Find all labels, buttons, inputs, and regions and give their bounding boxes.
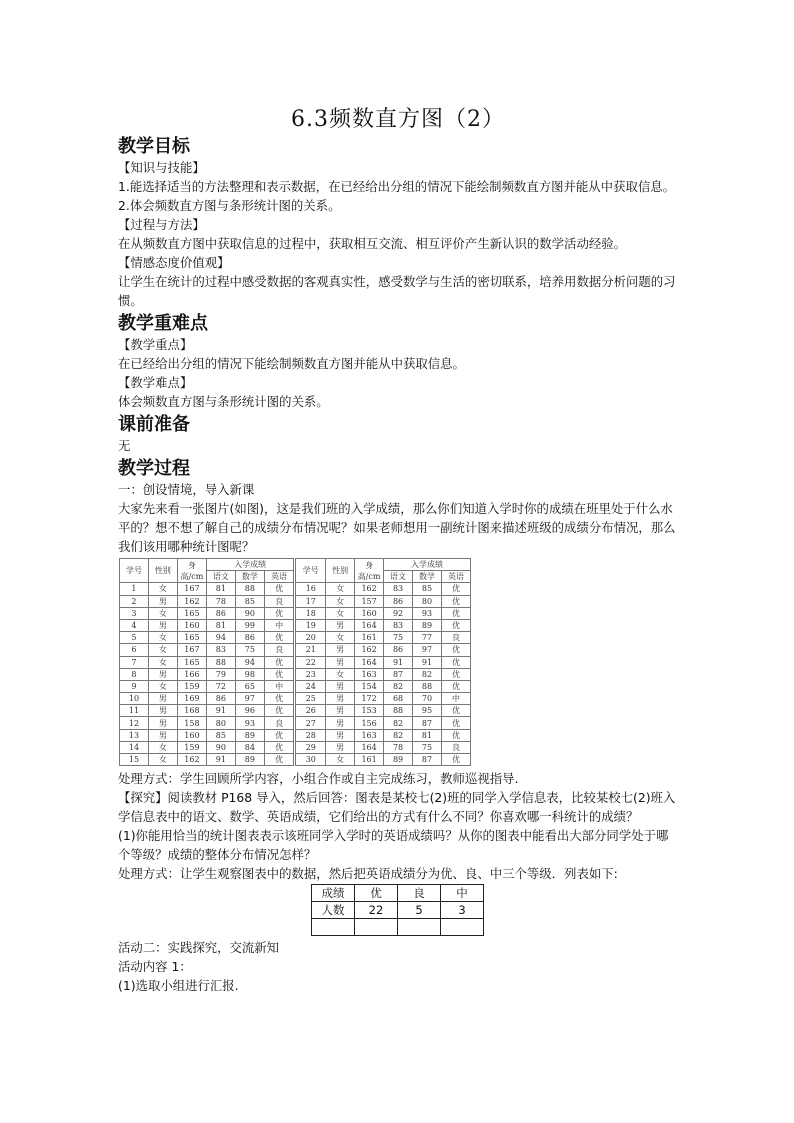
table-row [120,632,471,644]
score-table-body [120,583,471,766]
table-cell: 女 [148,632,177,644]
table-cell: 79 [206,668,235,680]
attitude-text: 让学生在统计的过程中感受数据的客观真实性，感受数学与生活的密切联系，培养用数据分析问题的习惯。 [118,274,676,308]
table-cell: 男 [326,680,355,692]
subheading-difficulty: 【教学难点】 [118,375,193,390]
table-cell: 中 [441,693,470,705]
table-row [120,656,471,668]
method-text: 在从频数直方图中获取信息的过程中，获取相互交流、相互评价产生新认识的数学活动经验。 [118,236,627,251]
table-cell: 3 [120,607,149,619]
table-cell: 94 [206,632,235,644]
table-row [120,729,471,741]
table-cell: 24 [295,680,326,692]
table-cell: 优 [441,595,470,607]
table-cell: 优 [264,754,295,766]
table-cell: 81 [206,583,235,595]
table-cell: 男 [326,693,355,705]
table-cell: 157 [355,595,384,607]
table-cell: 13 [120,729,149,741]
table-row [120,705,471,717]
table-cell: 女 [148,607,177,619]
question-1: (1)你能用恰当的统计图表表示该班同学入学时的英语成绩吗？从你的图表中能看出大部分同学处于哪个等级？成绩的整体分布情况怎样？ [118,828,669,863]
table-cell: 优 [264,632,295,644]
table-cell: 14 [120,741,149,753]
difficulty-text: 体会频数直方图与条形统计图的关系。 [118,394,329,409]
activity-content-label: 活动内容 1： [118,959,192,975]
table-cell: 女 [148,583,177,595]
table-cell: 85 [206,729,235,741]
table-cell: 94 [235,656,264,668]
handling-method-2: 处理方式：让学生观察图表中的数据，然后把英语成绩分为优、良、中三个等级．列表如下: [118,866,618,882]
table-cell: 男 [326,741,355,753]
table-cell: 165 [177,607,206,619]
table-cell: 70 [413,693,442,705]
table-cell: 89 [413,619,442,631]
activity-2-heading: 活动二：实践探究，交流新知 [118,940,280,956]
table-row [120,619,471,631]
table-cell: 女 [148,741,177,753]
table-cell: 优 [441,705,470,717]
table-cell: 女 [148,644,177,656]
col-height: 身高/cm [355,559,384,583]
table-cell: 优 [264,607,295,619]
table-cell: 女 [326,595,355,607]
table-cell: 女 [148,656,177,668]
table-cell: 86 [206,693,235,705]
table-row [120,607,471,619]
table-cell: 12 [120,717,149,729]
table-cell: 159 [177,680,206,692]
table-cell: 优 [441,644,470,656]
table-cell: 91 [206,705,235,717]
table-cell: 男 [326,729,355,741]
table-cell: 92 [384,607,413,619]
table-cell: 21 [295,644,326,656]
table-cell: 83 [384,583,413,595]
subheading-key-point: 【教学重点】 [118,337,193,352]
grade-header-label: 成绩 [312,885,355,902]
table-cell: 9 [120,680,149,692]
table-cell: 163 [355,668,384,680]
table-cell: 78 [206,595,235,607]
table-cell: 25 [295,693,326,705]
table-cell: 女 [148,680,177,692]
table-cell: 优 [441,656,470,668]
table-cell: 6 [120,644,149,656]
table-row [120,680,471,692]
table-cell: 93 [413,607,442,619]
score-table [119,558,471,766]
grade-count-table [311,884,484,936]
col-english: 英语 [264,571,295,583]
table-row [120,741,471,753]
subheading-attitude: 【情感态度价值观】 [118,255,230,270]
table-cell: 26 [295,705,326,717]
table-cell: 81 [413,729,442,741]
table-cell: 优 [441,680,470,692]
table-cell: 女 [326,632,355,644]
table-row [120,583,471,595]
table-cell: 158 [177,717,206,729]
col-id: 学号 [295,559,326,583]
table-cell: 1 [120,583,149,595]
table-cell: 165 [177,632,206,644]
table-cell: 161 [355,754,384,766]
table-cell: 165 [177,656,206,668]
table-cell: 男 [326,656,355,668]
table-cell: 22 [295,656,326,668]
step-1-heading: 一：创设情境，导入新课 [118,482,255,497]
empty-cell [355,919,398,936]
table-cell: 18 [295,607,326,619]
table-cell: 女 [326,583,355,595]
table-cell: 中 [264,680,295,692]
document-title: 6.3频数直方图（2） [291,107,505,132]
table-cell: 154 [355,680,384,692]
col-group-scores: 入学成绩 [206,559,295,571]
table-cell: 82 [384,717,413,729]
table-cell: 86 [384,644,413,656]
table-cell: 女 [326,668,355,680]
count-row-label: 人数 [312,902,355,919]
table-row [120,693,471,705]
key-point-text: 在已经给出分组的情况下能绘制频数直方图并能从中获取信息。 [118,356,465,371]
table-cell: 161 [355,632,384,644]
table-cell: 168 [177,705,206,717]
table-cell: 162 [355,644,384,656]
table-cell: 优 [264,741,295,753]
table-cell: 优 [441,668,470,680]
table-cell: 89 [235,729,264,741]
document-body [118,136,678,995]
table-cell: 28 [295,729,326,741]
table-cell: 99 [235,619,264,631]
table-cell: 优 [264,656,295,668]
table-cell: 162 [177,754,206,766]
table-cell: 86 [384,595,413,607]
table-cell: 167 [177,644,206,656]
table-cell: 20 [295,632,326,644]
table-cell: 159 [177,741,206,753]
table-cell: 160 [355,607,384,619]
table-cell: 90 [235,607,264,619]
table-cell: 4 [120,619,149,631]
table-cell: 中 [264,619,295,631]
table-cell: 90 [206,741,235,753]
table-cell: 15 [120,754,149,766]
empty-cell [398,919,441,936]
table-cell: 良 [441,741,470,753]
table-cell: 良 [441,632,470,644]
table-cell: 11 [120,705,149,717]
table-cell: 80 [206,717,235,729]
empty-cell [312,919,355,936]
col-gender: 性别 [326,559,355,583]
table-cell: 75 [235,644,264,656]
table-cell: 169 [177,693,206,705]
section-heading-process: 教学过程 [118,458,190,479]
table-cell: 83 [384,619,413,631]
table-cell: 88 [235,583,264,595]
table-cell: 95 [413,705,442,717]
table-cell: 男 [148,619,177,631]
table-cell: 68 [384,693,413,705]
goal-2: 2.体会频数直方图与条形统计图的关系。 [118,198,341,213]
grade-header-average: 中 [441,885,484,902]
table-cell: 164 [355,619,384,631]
table-cell: 88 [384,705,413,717]
table-cell: 166 [177,668,206,680]
table-cell: 7 [120,656,149,668]
preparation-text: 无 [118,438,131,453]
table-cell: 89 [384,754,413,766]
table-cell: 163 [355,729,384,741]
empty-cell [441,919,484,936]
subheading-method: 【过程与方法】 [118,217,205,232]
table-cell: 91 [206,754,235,766]
table-cell: 160 [177,619,206,631]
handling-method-1: 处理方式：学生回顾所学内容，小组合作或自主完成练习，教师巡视指导. [118,771,519,787]
explore-text: 【探究】阅读教材 P168 导入，然后回答：图表是某校七(2)班的同学入学信息表，比较某校七(2)班入学信息表中的语文、数学、英语成绩，它们给出的方式有什么不同？你喜欢哪一科统计的成绩？ [118,790,676,825]
table-cell: 5 [120,632,149,644]
grade-header-good: 良 [398,885,441,902]
table-cell: 优 [441,754,470,766]
table-cell: 83 [206,644,235,656]
table-cell: 82 [384,729,413,741]
table-cell: 良 [264,644,295,656]
table-cell: 优 [441,619,470,631]
table-cell: 男 [326,705,355,717]
table-cell: 77 [413,632,442,644]
count-average: 3 [441,902,484,919]
table-cell: 10 [120,693,149,705]
table-row [120,644,471,656]
col-chinese: 语文 [384,571,413,583]
table-cell: 8 [120,668,149,680]
col-chinese: 语文 [206,571,235,583]
col-gender: 性别 [148,559,177,583]
table-cell: 160 [177,729,206,741]
table-cell: 87 [413,754,442,766]
table-cell: 16 [295,583,326,595]
table-cell: 优 [264,729,295,741]
table-cell: 17 [295,595,326,607]
table-row [120,717,471,729]
table-cell: 30 [295,754,326,766]
col-group-scores: 入学成绩 [384,559,471,571]
table-cell: 优 [264,668,295,680]
table-cell: 98 [235,668,264,680]
table-cell: 97 [235,693,264,705]
table-row [120,595,471,607]
report-text: (1)选取小组进行汇报. [118,978,239,994]
table-cell: 75 [413,741,442,753]
table-cell: 优 [441,729,470,741]
table-cell: 167 [177,583,206,595]
table-cell: 男 [326,619,355,631]
table-cell: 良 [264,717,295,729]
table-cell: 88 [413,680,442,692]
table-cell: 96 [235,705,264,717]
table-cell: 优 [441,607,470,619]
col-math: 数学 [413,571,442,583]
table-cell: 91 [384,656,413,668]
table-cell: 78 [384,741,413,753]
table-cell: 男 [148,595,177,607]
table-cell: 75 [384,632,413,644]
table-cell: 优 [441,717,470,729]
table-cell: 87 [413,717,442,729]
col-id: 学号 [120,559,149,583]
count-excellent: 22 [355,902,398,919]
table-row [120,668,471,680]
table-cell: 82 [413,668,442,680]
col-math: 数学 [235,571,264,583]
table-cell: 164 [355,656,384,668]
table-cell: 87 [384,668,413,680]
table-cell: 男 [148,705,177,717]
table-cell: 优 [264,705,295,717]
table-cell: 男 [148,729,177,741]
section-heading-key-points: 教学重难点 [118,313,208,334]
table-cell: 优 [264,583,295,595]
table-cell: 男 [326,644,355,656]
table-cell: 162 [177,595,206,607]
table-cell: 65 [235,680,264,692]
table-cell: 男 [148,668,177,680]
table-cell: 男 [326,717,355,729]
table-cell: 89 [235,754,264,766]
score-table-image [119,558,471,766]
table-cell: 29 [295,741,326,753]
table-cell: 153 [355,705,384,717]
table-cell: 27 [295,717,326,729]
table-cell: 女 [326,607,355,619]
intro-text: 大家先来看一张图片(如图)，这是我们班的入学成绩，那么你们知道入学时你的成绩在班里处于什么水平的？想不想了解自己的成绩分布情况呢？如果老师想用一副统计图来描述班级的成绩分布情况，那么我们该用哪种统计图呢？ [118,501,676,554]
section-heading-goals: 教学目标 [118,136,190,157]
table-cell: 72 [206,680,235,692]
col-english: 英语 [441,571,470,583]
table-cell: 81 [206,619,235,631]
subheading-knowledge: 【知识与技能】 [118,160,205,175]
table-cell: 男 [148,693,177,705]
table-cell: 19 [295,619,326,631]
table-cell: 优 [441,583,470,595]
section-heading-preparation: 课前准备 [118,414,190,435]
table-cell: 91 [413,656,442,668]
table-cell: 164 [355,741,384,753]
goal-1: 1.能选择适当的方法整理和表示数据，在已经给出分组的情况下能绘制频数直方图并能从中获取信息。 [118,179,676,194]
table-cell: 23 [295,668,326,680]
table-cell: 80 [413,595,442,607]
table-cell: 女 [326,754,355,766]
table-cell: 86 [206,607,235,619]
table-cell: 82 [384,680,413,692]
table-cell: 86 [235,632,264,644]
table-cell: 良 [264,595,295,607]
table-cell: 2 [120,595,149,607]
table-cell: 162 [355,583,384,595]
count-good: 5 [398,902,441,919]
table-cell: 172 [355,693,384,705]
table-cell: 85 [235,595,264,607]
table-cell: 男 [148,717,177,729]
table-cell: 85 [413,583,442,595]
col-height: 身高/cm [177,559,206,583]
table-cell: 156 [355,717,384,729]
table-cell: 女 [148,754,177,766]
table-cell: 97 [413,644,442,656]
table-cell: 84 [235,741,264,753]
table-cell: 93 [235,717,264,729]
table-row [120,754,471,766]
table-cell: 优 [264,693,295,705]
table-cell: 88 [206,656,235,668]
grade-header-excellent: 优 [355,885,398,902]
